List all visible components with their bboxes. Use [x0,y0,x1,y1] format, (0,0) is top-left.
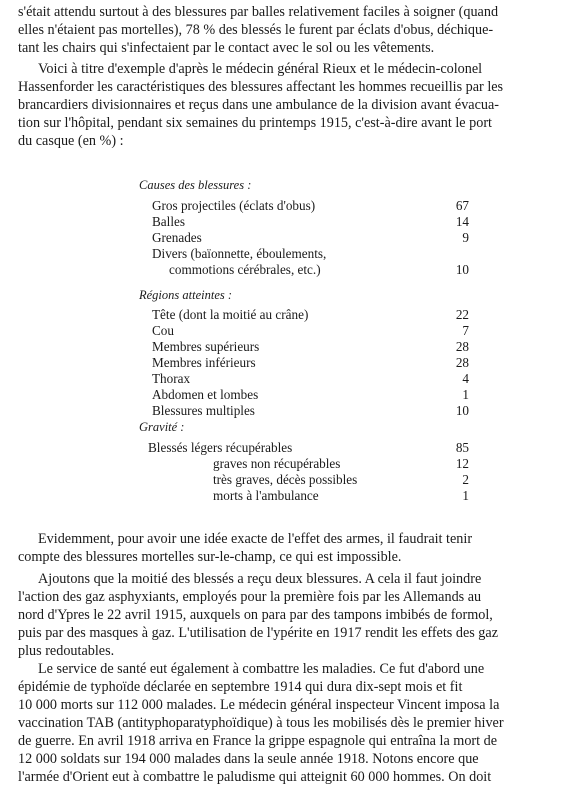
text-line: puis par des masques à gaz. L'utilisation de l'ypérite en 1917 rendit les effets des gaz [18,625,498,641]
row-label: Membres supérieurs [152,339,260,354]
row-label: Cou [152,323,174,338]
paragraph-evidemment [18,530,573,566]
text-line: Ajoutons que la moitié des blessés a reçu deux blessures. A cela il faut joindre [38,571,482,587]
row-value: 2 [462,472,469,487]
text-line: Le service de santé eut également à combattre les maladies. Ce fut d'abord une [38,661,485,677]
paragraph-example [18,60,573,150]
row-label: commotions cérébrales, etc.) [169,262,321,277]
table-row [139,198,479,214]
table-row [139,214,479,230]
text-line: brancardiers divisionnaires et reçus dans une ambulance de la division avant évacua- [18,97,500,113]
text-line: 12 000 soldats sur 194 000 malades dans la seule année 1918. Notons encore que [18,751,479,767]
text-line: Voici à titre d'exemple d'après le médecin général Rieux et le médecin-colonel [38,61,483,77]
text-line: s'était attendu surtout à des blessures par balles relativement faciles à soigner (quand [18,4,499,20]
row-value: 28 [455,339,469,354]
table-row [139,262,479,278]
table-row [139,307,479,323]
text-line: de guerre. En avril 1918 arriva en France la grippe espagnole qui entraîna la mort de [18,733,498,749]
row-label: graves non récupérables [213,456,341,471]
row-value: 28 [455,355,469,370]
text-line: tion sur l'hôpital, pendant six semaines du printemps 1915, c'est-à-dire avant le port [18,115,492,131]
text-line: épidémie de typhoïde déclarée en septembre 1914 qui dura dix-sept mois et fit [18,679,463,695]
row-label: Abdomen et lombes [152,387,259,402]
row-value: 10 [455,403,469,418]
row-value: 9 [462,230,469,245]
row-label: Balles [152,214,185,229]
row-label: Grenades [152,230,202,245]
row-value: 12 [455,456,469,471]
text-line: l'action des gaz asphyxiants, employés pour la première fois par les Allemands au [18,589,482,605]
row-label: Gros projectiles (éclats d'obus) [152,198,316,213]
table-row [139,230,479,246]
table-row [139,403,479,419]
row-value: 1 [462,387,469,402]
table-row [139,440,479,456]
text-line: compte des blessures mortelles sur-le-champ, ce qui est impossible. [18,549,402,565]
row-value: 4 [462,371,469,386]
table-row [139,488,479,504]
row-value: 1 [462,488,469,503]
text-line: l'armée d'Orient eut à combattre le paludisme qui atteignit 60 000 hommes. On doit [18,769,492,785]
row-label: morts à l'ambulance [213,488,319,503]
table-row [139,371,479,387]
text-line: vaccination TAB (antityphoparatyphoïdique) à tous les mobilisés dès le premier hiver [18,715,504,731]
table-row [139,387,479,403]
paragraph-gaz [18,570,573,660]
text-line: plus redoutables. [18,643,115,659]
table-heading-gravite: Gravité : [139,420,185,434]
text-line: elles n'étaient pas mortelles), 78 % des blessés le furent par éclats d'obus, déchique- [18,22,494,38]
row-label: Divers (baïonnette, éboulements, [152,246,327,261]
row-label: Tête (dont la moitié au crâne) [152,307,309,322]
table-heading-regions: Régions atteintes : [139,288,233,302]
text-line: Hassenforder les caractéristiques des blessures affectant les hommes recueillis par les [18,79,504,95]
table-row [139,246,479,262]
row-label: Blessures multiples [152,403,255,418]
row-value: 85 [455,440,469,455]
text-line: Evidemment, pour avoir une idée exacte de l'effet des armes, il faudrait tenir [38,531,473,547]
table-row [139,355,479,371]
row-value: 67 [455,198,469,213]
row-label: très graves, décès possibles [213,472,358,487]
row-value: 14 [455,214,469,229]
row-value: 22 [455,307,469,322]
row-value: 10 [455,262,469,277]
row-label: Blessés légers récupérables [148,440,293,455]
text-line: nord d'Ypres le 22 avril 1915, auxquels on para par des tampons imbibés de formol, [18,607,493,623]
row-label: Membres inférieurs [152,355,256,370]
table-row [139,456,479,472]
text-line: du casque (en %) : [18,133,124,149]
table-heading-causes: Causes des blessures : [139,178,252,192]
paragraph-intro [18,3,573,57]
row-value: 7 [462,323,469,338]
text-line: 10 000 morts sur 112 000 malades. Le médecin général inspecteur Vincent imposa la [18,697,500,713]
table-row [139,472,479,488]
table-row [139,339,479,355]
table-row [139,323,479,339]
row-label: Thorax [152,371,191,386]
text-line: tant les chairs qui s'infectaient par le contact avec le sol ou les vêtements. [18,40,435,56]
paragraph-maladies [18,660,573,786]
